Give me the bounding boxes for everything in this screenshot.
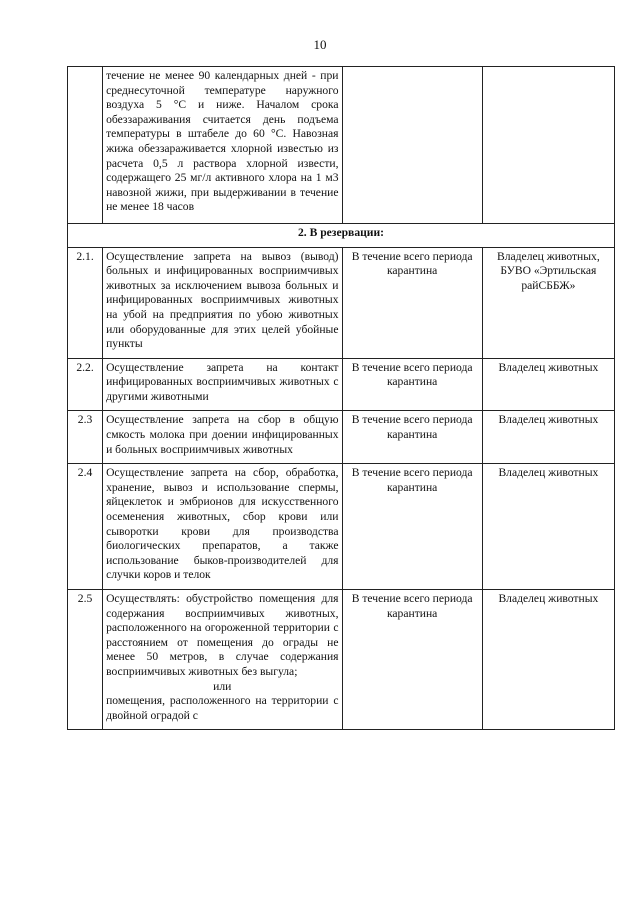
table-row (68, 590, 615, 730)
row-description: Осуществление запрета на вывоз (вывод) больных и инфицированных восприимчивых животных за исключением вывоза больных и инфицированных восприимчивых животных на убой на предприятия по убою животных или оборудованные для этих целей убойные пункты (103, 247, 342, 358)
row-description: Осуществлять: обустройство помещения для содержания восприимчивых животных, расположенного на огороженной территории с расстоянием от помещения до ограды не менее 50 метров, в случае содержания восприимчивых животных без выгула; (106, 592, 339, 678)
row-description-cell (103, 590, 342, 730)
table-row (68, 358, 615, 411)
continuation-text: течение не менее 90 календарных дней - при среднесуточной температуре наружного воздуха 5 °С и ниже. Началом срока обеззараживания считается день подъема температуры в штабеле до 60 °С. Навозная жижа обеззараживается хлорной известью из расчета 0,5 л раствора хлорной извести, содержащего 25 мг/л активного хлора на 1 м3 навозной жижи, при выдерживании в течение не менее 18 часов (103, 67, 342, 224)
row-description-tail: помещения, расположенного на территории с двойной оградой с (106, 694, 339, 722)
row-responsible: Владелец животных (482, 358, 614, 411)
row-responsible: Владелец животных, БУВО «Эртильская райСББЖ» (482, 247, 614, 358)
row-description: Осуществление запрета на сбор в общую смкость молока при доении инфицированных и больных восприимчивых животных (103, 411, 342, 464)
row-term: В течение всего периода карантина (342, 590, 482, 730)
row-number: 2.2. (68, 358, 103, 411)
row-term: В течение всего периода карантина (342, 247, 482, 358)
table-row-continuation (68, 67, 615, 224)
row-responsible: Владелец животных (482, 464, 614, 590)
row-responsible: Владелец животных (482, 590, 614, 730)
row-description: Осуществление запрета на сбор, обработка, хранение, вывоз и использование спермы, яйцеклеток и эмбрионов для искусственного осеменения животных, сбор крови или сыворотки крови для производства биологических препаратов, а также использование быков-производителей для случки коров и телок (103, 464, 342, 590)
section-row (68, 223, 615, 247)
row-number: 2.4 (68, 464, 103, 590)
section-title: 2. В резервации: (68, 223, 615, 247)
row-number: 2.1. (68, 247, 103, 358)
row-number: 2.3 (68, 411, 103, 464)
row-term: В течение всего периода карантина (342, 411, 482, 464)
cell-responsible-empty (482, 67, 614, 224)
cell-term-empty (342, 67, 482, 224)
row-number: 2.5 (68, 590, 103, 730)
row-term: В течение всего периода карантина (342, 358, 482, 411)
row-description-or: или (213, 679, 232, 693)
page-number: 10 (313, 37, 327, 52)
row-responsible: Владелец животных (482, 411, 614, 464)
table-row (68, 411, 615, 464)
measures-table (67, 66, 615, 730)
table-row (68, 464, 615, 590)
row-description: Осуществление запрета на контакт инфицированных восприимчивых животных с другими животными (103, 358, 342, 411)
cell-num-empty (68, 67, 103, 224)
row-term: В течение всего периода карантина (342, 464, 482, 590)
table-row (68, 247, 615, 358)
